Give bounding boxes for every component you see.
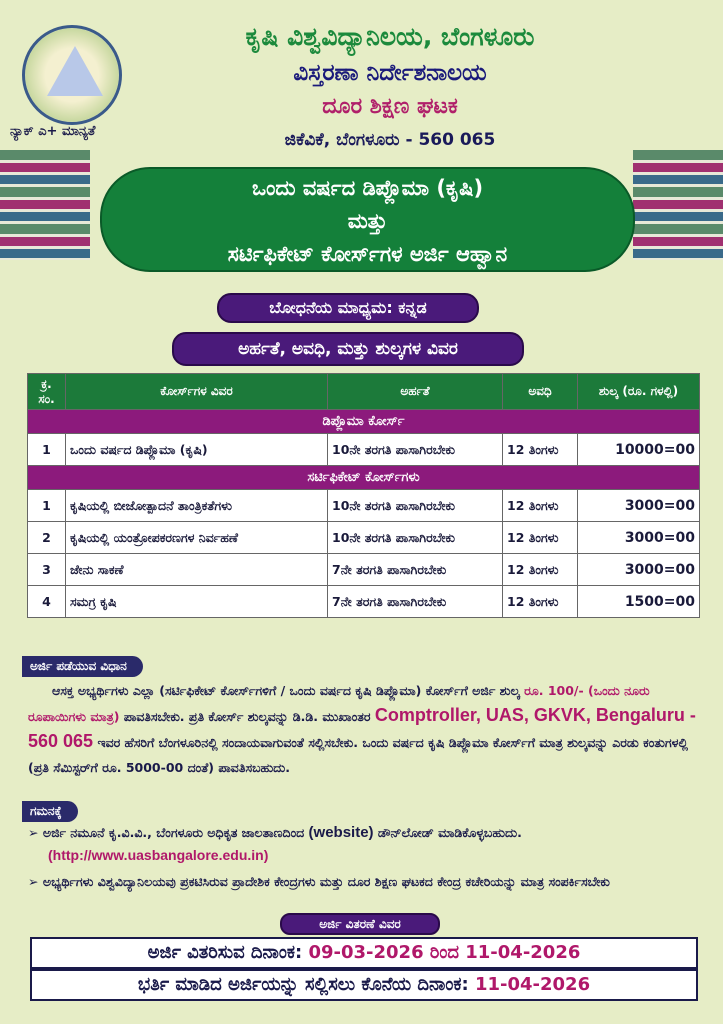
row-course: ಕೃಷಿಯಲ್ಲಿ ಯಂತ್ರೋಪಕರಣಗಳ ನಿರ್ವಹಣೆ bbox=[66, 522, 328, 554]
row-no: 2 bbox=[28, 522, 66, 554]
row-duration: 12 ತಿಂಗಳು bbox=[503, 490, 578, 522]
table-row bbox=[28, 522, 700, 554]
header-course: ಕೋರ್ಸ್‌ಗಳ ವಿವರ bbox=[66, 374, 328, 410]
row-duration: 12 ತಿಂಗಳು bbox=[503, 586, 578, 618]
row-course: ಜೇನು ಸಾಕಣೆ bbox=[66, 554, 328, 586]
distribution-date-row bbox=[30, 937, 698, 969]
note-text: ಅರ್ಜಿ ನಮೂನೆ ಕೃ.ವಿ.ವಿ., ಬೆಂಗಳೂರು ಅಧಿಕೃತ ಜಾಲತಾಣದಿಂದ bbox=[42, 825, 305, 840]
row-course: ಒಂದು ವರ್ಷದ ಡಿಪ್ಲೊಮಾ (ಕೃಷಿ) bbox=[66, 434, 328, 466]
apply-text-1: ಆಸಕ್ತ ಅಭ್ಯರ್ಥಿಗಳು ಎಲ್ಲಾ (ಸರ್ಟಿಫಿಕೇಟ್ ಕೋರ್ಸ್‌ಗಳಿಗೆ / ಒಂದು ವರ್ಷದ ಕೃಷಿ ಡಿಪ್ಲೊಮಾ) ಕೋರ್ಸ್‌ಗೆ ಅರ್ಜಿ ಶುಲ್ಕ bbox=[52, 683, 520, 698]
row-duration: 12 ತಿಂಗಳು bbox=[503, 522, 578, 554]
row-fee: 3000=00 bbox=[578, 490, 700, 522]
details-title: ಅರ್ಹತೆ, ಅವಧಿ, ಮತ್ತು ಶುಲ್ಕಗಳ ವಿವರ bbox=[172, 332, 524, 366]
header-duration: ಅವಧಿ bbox=[503, 374, 578, 410]
directorate-name: ವಿಸ್ತರಣಾ ನಿರ್ದೇಶನಾಲಯ bbox=[293, 60, 487, 86]
row-eligibility: 10ನೇ ತರಗತಿ ಪಾಸಾಗಿರಬೇಕು bbox=[328, 434, 503, 466]
website-word: (website) bbox=[308, 824, 374, 841]
bullet-arrow-icon: ➢ bbox=[28, 874, 43, 889]
row-fee: 3000=00 bbox=[578, 522, 700, 554]
row-course: ಕೃಷಿಯಲ್ಲಿ ಬೀಜೋತ್ಪಾದನೆ ತಾಂತ್ರಿಕತೆಗಳು bbox=[66, 490, 328, 522]
row-eligibility: 10ನೇ ತರಗತಿ ಪಾಸಾಗಿರಬೇಕು bbox=[328, 522, 503, 554]
row-eligibility: 7ನೇ ತರಗತಿ ಪಾಸಾಗಿರಬೇಕು bbox=[328, 586, 503, 618]
university-name: ಕೃಷಿ ವಿಶ್ವವಿದ್ಯಾನಿಲಯ, ಬೆಂಗಳೂರು bbox=[245, 22, 535, 51]
title-banner bbox=[100, 167, 635, 272]
row-eligibility: 10ನೇ ತರಗತಿ ಪಾಸಾಗಿರಬೇಕು bbox=[328, 490, 503, 522]
banner-line-3: ಸರ್ಟಿಫಿಕೇಟ್ ಕೋರ್ಸ್‌ಗಳ ಅರ್ಜಿ ಆಹ್ವಾನ bbox=[227, 242, 508, 266]
bullet-arrow-icon: ➢ bbox=[28, 825, 43, 840]
payee: Comptroller, UAS, GKVK, Bengaluru - 560 065 bbox=[28, 705, 696, 751]
note-bullet-2 bbox=[28, 872, 698, 892]
distribution-title: ಅರ್ಜಿ ವಿತರಣೆ ವಿವರ bbox=[280, 913, 440, 935]
distribution-date-value: 09-03-2026 ರಿಂದ 11-04-2026 bbox=[308, 942, 581, 963]
unit-name: ದೂರ ಶಿಕ್ಷಣ ಘಟಕ bbox=[322, 94, 458, 119]
application-fee: ರೂ. 100/- (ಒಂದು ನೂರು ರೂಪಾಯಿಗಳು ಮಾತ್ರ) bbox=[28, 683, 650, 724]
table-row bbox=[28, 490, 700, 522]
banner-line-2: ಮತ್ತು bbox=[347, 209, 388, 233]
row-duration: 12 ತಿಂಗಳು bbox=[503, 434, 578, 466]
books-image-left bbox=[0, 150, 90, 260]
row-no: 1 bbox=[28, 434, 66, 466]
note-title: ಗಮನಕ್ಕೆ bbox=[22, 801, 78, 822]
apply-text-2: ಪಾವತಿಸಬೇಕು. ಪ್ರತಿ ಕೋರ್ಸ್ ಶುಲ್ಕವನ್ನು ಡಿ.ಡಿ. ಮುಖಾಂತರ bbox=[123, 709, 371, 724]
row-no: 4 bbox=[28, 586, 66, 618]
diploma-section-header: ಡಿಪ್ಲೊಮಾ ಕೋರ್ಸ್ bbox=[28, 410, 700, 434]
books-image-right bbox=[633, 150, 723, 260]
certificate-section-header: ಸರ್ಟಿಫಿಕೇಟ್ ಕೋರ್ಸ್‌ಗಳು bbox=[28, 466, 700, 490]
note-bullet-1 bbox=[28, 822, 698, 867]
apply-method-title: ಅರ್ಜಿ ಪಡೆಯುವ ವಿಧಾನ bbox=[22, 656, 143, 677]
apply-method-text bbox=[28, 678, 698, 780]
header-fee: ಶುಲ್ಕ (ರೂ. ಗಳಲ್ಲಿ) bbox=[578, 374, 700, 410]
last-date-label: ಭರ್ತಿ ಮಾಡಿದ ಅರ್ಜಿಯನ್ನು ಸಲ್ಲಿಸಲು ಕೊನೆಯ ದಿನಾಂಕ: bbox=[137, 974, 469, 995]
note-text: ಅಭ್ಯರ್ಥಿಗಳು ವಿಶ್ವವಿದ್ಯಾನಿಲಯವು ಪ್ರಕಟಿಸಿರುವ ಪ್ರಾದೇಶಿಕ ಕೇಂದ್ರಗಳು ಮತ್ತು ದೂರ ಶಿಕ್ಷಣ ಘಟಕದ ಕೇಂದ್ರ ಕಚೇರಿಯನ್ನು ಮಾತ್ರ ಸಂಪರ್ಕಿಸಬೇಕು bbox=[42, 874, 610, 889]
medium-of-instruction: ಬೋಧನೆಯ ಮಾಧ್ಯಮ: ಕನ್ನಡ bbox=[217, 293, 479, 323]
row-no: 1 bbox=[28, 490, 66, 522]
row-fee: 3000=00 bbox=[578, 554, 700, 586]
row-fee: 1500=00 bbox=[578, 586, 700, 618]
row-no: 3 bbox=[28, 554, 66, 586]
note-text: ಡೌನ್‌ಲೋಡ್ ಮಾಡಿಕೊಳ್ಳಬಹುದು. bbox=[377, 825, 522, 840]
website-link[interactable]: (http://www.uasbangalore.edu.in) bbox=[48, 847, 269, 863]
university-logo bbox=[22, 25, 122, 125]
table-row bbox=[28, 434, 700, 466]
table-row bbox=[28, 554, 700, 586]
last-date-row bbox=[30, 969, 698, 1001]
naac-accreditation: ನ್ಯಾಕ್ ಎ+ ಮಾನ್ಯತೆ bbox=[10, 124, 96, 139]
address: ಜಿಕೆವಿಕೆ, ಬೆಂಗಳೂರು - 560 065 bbox=[284, 130, 496, 150]
header-sl-no: ಕ್ರ. ಸಂ. bbox=[28, 374, 66, 410]
row-eligibility: 7ನೇ ತರಗತಿ ಪಾಸಾಗಿರಬೇಕು bbox=[328, 554, 503, 586]
row-duration: 12 ತಿಂಗಳು bbox=[503, 554, 578, 586]
row-fee: 10000=00 bbox=[578, 434, 700, 466]
course-table bbox=[27, 373, 700, 618]
row-course: ಸಮಗ್ರ ಕೃಷಿ bbox=[66, 586, 328, 618]
last-date-value: 11-04-2026 bbox=[474, 974, 591, 995]
apply-text-3: ಇವರ ಹೆಸರಿಗೆ ಬೆಂಗಳೂರಿನಲ್ಲಿ ಸಂದಾಯವಾಗುವಂತೆ ಸಲ್ಲಿಸಬೇಕು. ಒಂದು ವರ್ಷದ ಕೃಷಿ ಡಿಪ್ಲೊಮಾ ಕೋರ್ಸ್‌ಗೆ ಮಾತ್ರ ಶುಲ್ಕವನ್ನು ಎರಡು ಕಂತುಗಳಲ್ಲಿ (ಪ್ರತಿ ಸೆಮಿಸ್ಟರ್‌ಗೆ ರೂ. 5000-00 ದಂತೆ) ಪಾವತಿಸಬಹುದು. bbox=[28, 735, 688, 775]
distribution-date-label: ಅರ್ಜಿ ವಿತರಿಸುವ ದಿನಾಂಕ: bbox=[147, 942, 303, 963]
table-row bbox=[28, 586, 700, 618]
banner-line-1: ಒಂದು ವರ್ಷದ ಡಿಪ್ಲೊಮಾ (ಕೃಷಿ) bbox=[251, 176, 484, 200]
header-eligibility: ಅರ್ಹತೆ bbox=[328, 374, 503, 410]
